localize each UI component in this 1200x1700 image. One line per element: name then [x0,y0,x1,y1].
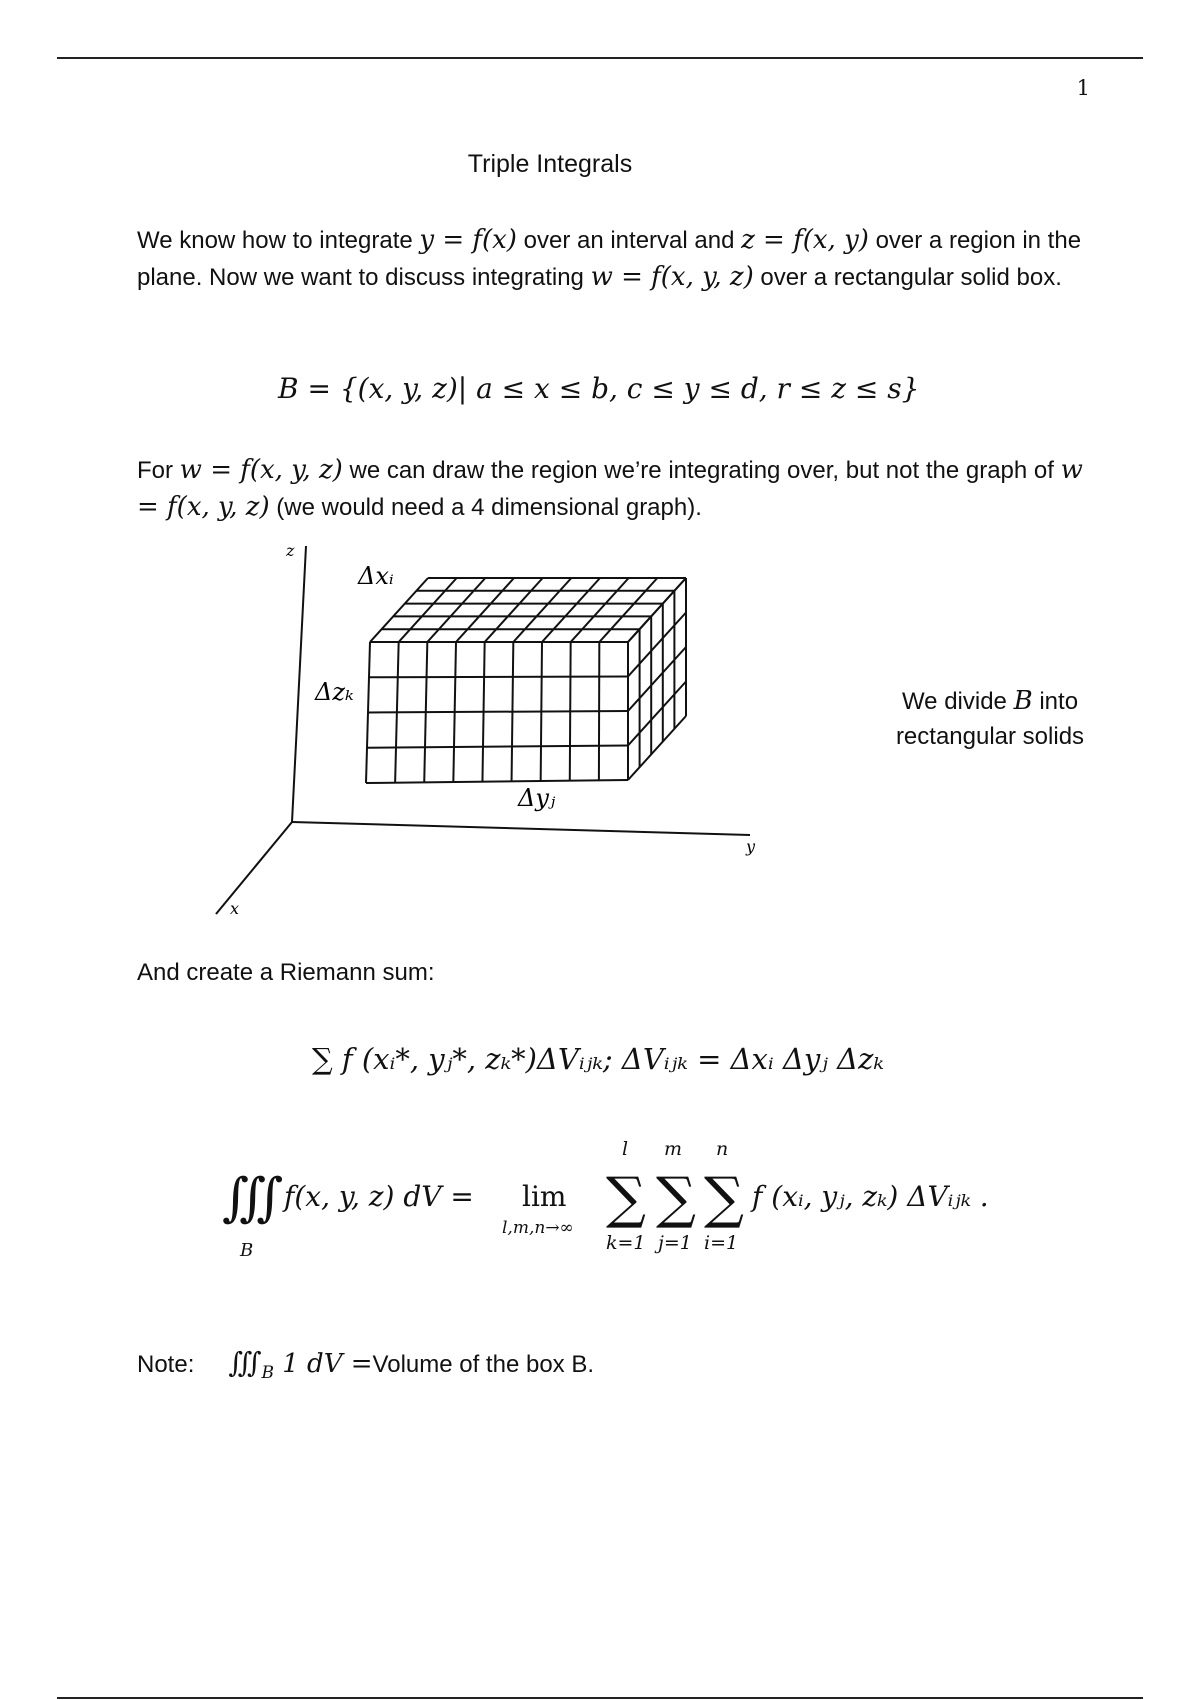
front-horizontal-line [367,746,628,748]
riemann-intro: And create a Riemann sum: [137,959,435,986]
front-horizontal-line [368,711,628,713]
sum-upper-i: n [716,1138,729,1160]
sum-lower-j: j=1 [658,1232,692,1254]
intro-math-3: w = f(x, y, z) [590,262,754,292]
graph-math-2: w = f(x, y, z) [137,455,1083,522]
footer-rule [57,1697,1143,1699]
top-depth-line [485,578,543,642]
note-label: Note: [137,1351,195,1378]
top-depth-line [571,578,629,642]
right-depth-line [628,682,686,746]
note-text: Volume of the box B. [372,1351,595,1378]
note-expr: 1 dV = [273,1349,373,1379]
x-axis-label: x [230,899,240,918]
intro-text-3: over a region in the plane. Now we want to discuss integrating [137,227,1082,291]
integral-region: B [240,1240,254,1261]
z-axis-label: z [286,541,295,560]
side-text-2: into rectangular solids [895,688,1085,750]
front-horizontal-line [369,677,628,678]
page-title: Triple Integrals [467,150,633,178]
right-depth-line [628,578,686,642]
graph-text-3: (we would need a 4 dimensional graph). [269,494,702,521]
sum-upper-k: l [622,1138,629,1160]
top-depth-line [427,578,485,642]
front-horizontal-line [366,780,628,783]
sum-lower-i: i=1 [704,1232,739,1254]
box-definition: B = {(x, y, z)| a ≤ x ≤ b, c ≤ y ≤ d, r ≤ z ≤ s} [278,372,920,405]
side-math-b: B [1013,686,1033,716]
sum-upper-j: m [664,1138,683,1160]
sum-lower-k: k=1 [606,1232,646,1254]
right-depth-line [628,716,686,780]
y-axis [292,822,750,835]
right-depth-line [628,647,686,711]
delta-y-label: Δyⱼ [518,784,556,812]
integrand: f(x, y, z) dV = [284,1180,474,1213]
intro-math-2: z = f(x, y) [741,225,869,255]
sum-sign-i: ∑ [704,1166,744,1231]
z-axis [292,546,306,822]
right-depth-line [628,613,686,677]
delta-z-label: Δzₖ [315,678,354,706]
graph-math-1: w = f(x, y, z) [179,455,343,485]
intro-text-2: over an interval and [516,227,742,254]
graph-text-2: we can draw the region we’re integrating over, but not the graph of [342,457,1061,484]
limit-word: lim [522,1180,567,1213]
note-region: B [261,1362,274,1383]
sum-sign-j: ∑ [656,1166,696,1231]
intro-math-1: y = f(x) [419,225,517,255]
sum-sign-k: ∑ [606,1166,646,1231]
summand: f (xᵢ, yⱼ, zₖ) ΔVᵢⱼₖ . [752,1180,989,1213]
graph-text-1: For [137,457,180,484]
limit-subscript: l,m,n→∞ [502,1218,574,1238]
intro-text-4: over a rectangular solid box. [753,264,1062,291]
top-depth-line [399,578,457,642]
intro-text-1: We know how to integrate [137,227,420,254]
y-axis-label: y [746,837,756,856]
top-depth-line [599,578,657,642]
note-line [137,1344,837,1392]
top-depth-line [456,578,514,642]
x-axis [216,822,292,914]
top-depth-line [513,578,571,642]
delta-x-label: Δxᵢ [358,562,394,590]
top-depth-line [542,578,600,642]
riemann-sum-formula: ∑ f (xᵢ*, yⱼ*, zₖ*)ΔVᵢⱼₖ; ΔVᵢⱼₖ = Δxᵢ Δyⱼ Δzₖ [312,1042,884,1076]
note-integral-sign: ∭ [228,1346,262,1379]
page-number: 1 [1076,76,1090,100]
triple-integral-sign: ∭ [222,1168,284,1228]
side-note [880,684,1100,754]
side-text-1: We divide [901,688,1014,715]
